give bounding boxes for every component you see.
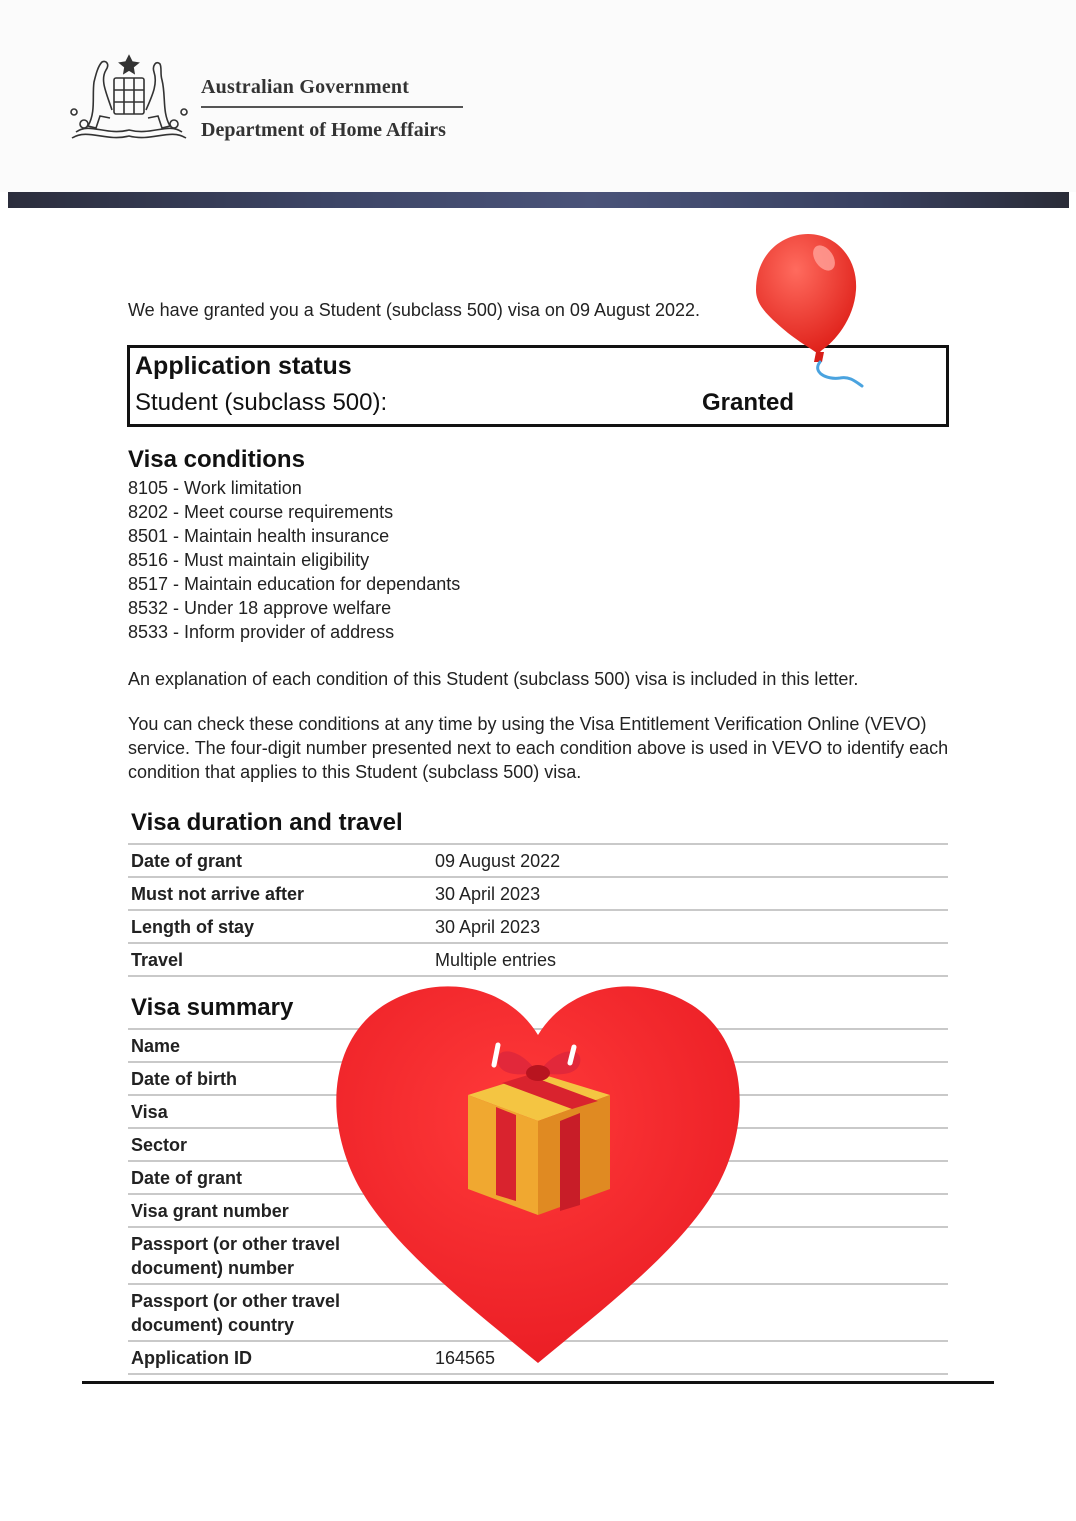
row-value: 164565	[435, 1348, 496, 1368]
duration-table	[128, 843, 948, 977]
condition-item: 8501 - Maintain health insurance	[128, 526, 390, 546]
table-row	[128, 911, 948, 944]
row-label: Name	[131, 1036, 181, 1056]
row-value: 09 August 2022	[435, 851, 561, 871]
row-label: Passport (or other travel document) country	[131, 1291, 341, 1335]
heart-with-gift-icon	[328, 975, 748, 1367]
department-name: Department of Home Affairs	[201, 119, 446, 141]
government-name: Australian Government	[201, 76, 410, 98]
condition-item: 8516 - Must maintain eligibility	[128, 550, 370, 570]
summary-title: Visa summary	[131, 994, 294, 1021]
row-label: Length of stay	[131, 917, 255, 937]
row-value: 30 April 2023	[435, 884, 541, 904]
table-row	[128, 878, 948, 911]
conditions-list	[128, 476, 460, 644]
grant-intro: We have granted you a Student (subclass 500) visa on 09 August 2022.	[128, 300, 701, 320]
row-label: Date of grant	[131, 1168, 243, 1188]
letterhead	[0, 0, 1076, 192]
row-label: Visa grant number	[131, 1201, 289, 1221]
header-band	[8, 192, 1069, 208]
status-value: Granted	[702, 389, 795, 416]
row-label: Passport (or other travel document) number	[131, 1234, 341, 1278]
conditions-explanation: An explanation of each condition of this Student (subclass 500) visa is included in this letter.	[128, 669, 859, 689]
status-title: Application status	[135, 352, 352, 380]
row-value: Multiple entries	[435, 950, 557, 970]
coat-of-arms-icon	[66, 52, 192, 144]
table-row	[128, 845, 948, 878]
vevo-paragraph: You can check these conditions at any time by using the Visa Entitlement Verification Online (VEVO) service. The four-digit number presented next to each condition above is used in VEVO to identify each condition that applies to this Student (subclass 500) visa.	[128, 714, 949, 782]
condition-item: 8532 - Under 18 approve welfare	[128, 598, 392, 618]
status-visa-type: Student (subclass 500):	[135, 389, 388, 416]
conditions-title: Visa conditions	[128, 446, 305, 473]
condition-item: 8202 - Meet course requirements	[128, 502, 394, 522]
condition-item: 8517 - Maintain education for dependants	[128, 574, 461, 594]
red-balloon-icon	[752, 232, 868, 392]
condition-item: 8533 - Inform provider of address	[128, 622, 395, 642]
row-label: Must not arrive after	[131, 884, 305, 904]
footer-divider	[82, 1381, 994, 1384]
duration-title: Visa duration and travel	[131, 809, 403, 836]
letterhead-divider	[201, 106, 463, 108]
row-label: Date of grant	[131, 851, 243, 871]
table-row	[128, 944, 948, 977]
row-label: Travel	[131, 950, 184, 970]
row-label: Application ID	[131, 1348, 252, 1368]
row-label: Date of birth	[131, 1069, 237, 1089]
condition-item: 8105 - Work limitation	[128, 478, 302, 498]
row-value: 30 April 2023	[435, 917, 541, 937]
row-label: Sector	[131, 1135, 188, 1155]
row-label: Visa	[131, 1102, 168, 1122]
